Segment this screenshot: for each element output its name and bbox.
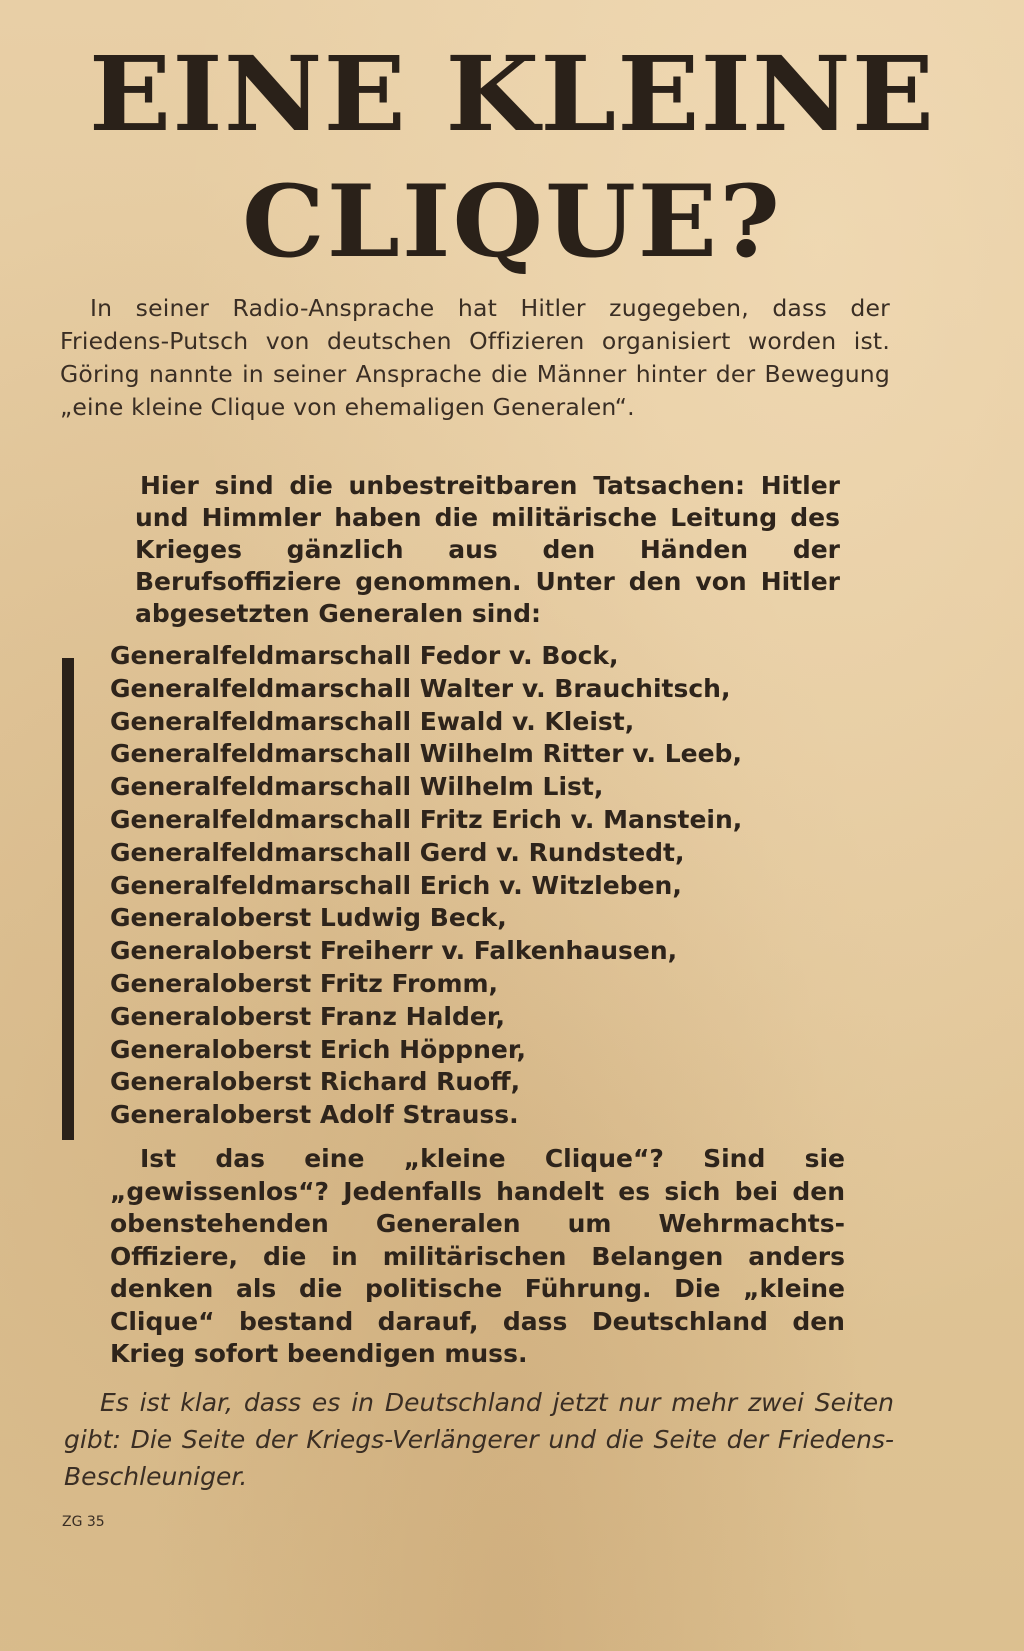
list-item: Generalfeldmarschall Fritz Erich v. Manstein, (110, 804, 743, 834)
list-item: Generaloberst Richard Ruoff, (110, 1067, 521, 1097)
margin-bar (62, 658, 74, 1140)
title-line-2: CLIQUE? (241, 163, 783, 280)
generals-list (110, 640, 870, 1132)
leaflet-code: ZG 35 (62, 1514, 105, 1530)
list-item: Generaloberst Fritz Fromm, (110, 968, 499, 998)
list-item: Generaloberst Ludwig Beck, (110, 903, 507, 933)
list-item: Generaloberst Adolf Strauss. (110, 1100, 519, 1130)
list-item: Generalfeldmarschall Wilhelm List, (110, 772, 604, 802)
list-item: Generalfeldmarschall Gerd v. Rundstedt, (110, 837, 685, 867)
list-item: Generalfeldmarschall Fedor v. Bock, (110, 641, 619, 670)
facts-paragraph: Hier sind die unbestreitbaren Tatsachen: Hitler und Himmler haben die militärische Leitung des Krieges gänzlich aus den Händen der Berufsoffiziere genommen. Unter den von Hitler abgesetzten Generalen sind: (135, 471, 840, 628)
list-item: Generaloberst Freiherr v. Falkenhausen, (110, 936, 678, 966)
list-item: Generalfeldmarschall Ewald v. Kleist, (110, 706, 635, 736)
list-item: Generaloberst Erich Höppner, (110, 1034, 526, 1064)
list-item: Generalfeldmarschall Erich v. Witzleben, (110, 870, 682, 900)
title-line-1: EINE KLEINE (88, 35, 936, 155)
list-item: Generalfeldmarschall Walter v. Brauchitsch, (110, 673, 731, 703)
question-paragraph: Ist das eine „kleine Clique“? Sind sie „gewissenlos“? Jedenfalls handelt es sich bei den obenstehenden Generalen um Wehrmachts-Offiziere, die in militärischen Belangen anders denken als die politische Führung. Die „kleine Clique“ bestand darauf, dass Deutschland den Krieg sofort beendigen muss. (110, 1144, 845, 1368)
list-item: Generalfeldmarschall Wilhelm Ritter v. Leeb, (110, 739, 742, 769)
intro-paragraph: In seiner Radio-Ansprache hat Hitler zugegeben, dass der Friedens-Putsch von deutschen Offizieren organisiert worden ist. Göring nannte in seiner Ansprache die Männer hinter der Bewegung „eine kleine Clique von ehemaligen Generalen“. (60, 294, 890, 421)
conclusion-paragraph: Es ist klar, dass es in Deutschland jetzt nur mehr zwei Seiten gibt: Die Seite der Kriegs-Verlängerer und die Seite der Friedens-Beschleuniger. (64, 1388, 894, 1491)
list-item: Generaloberst Franz Halder, (110, 1001, 505, 1031)
